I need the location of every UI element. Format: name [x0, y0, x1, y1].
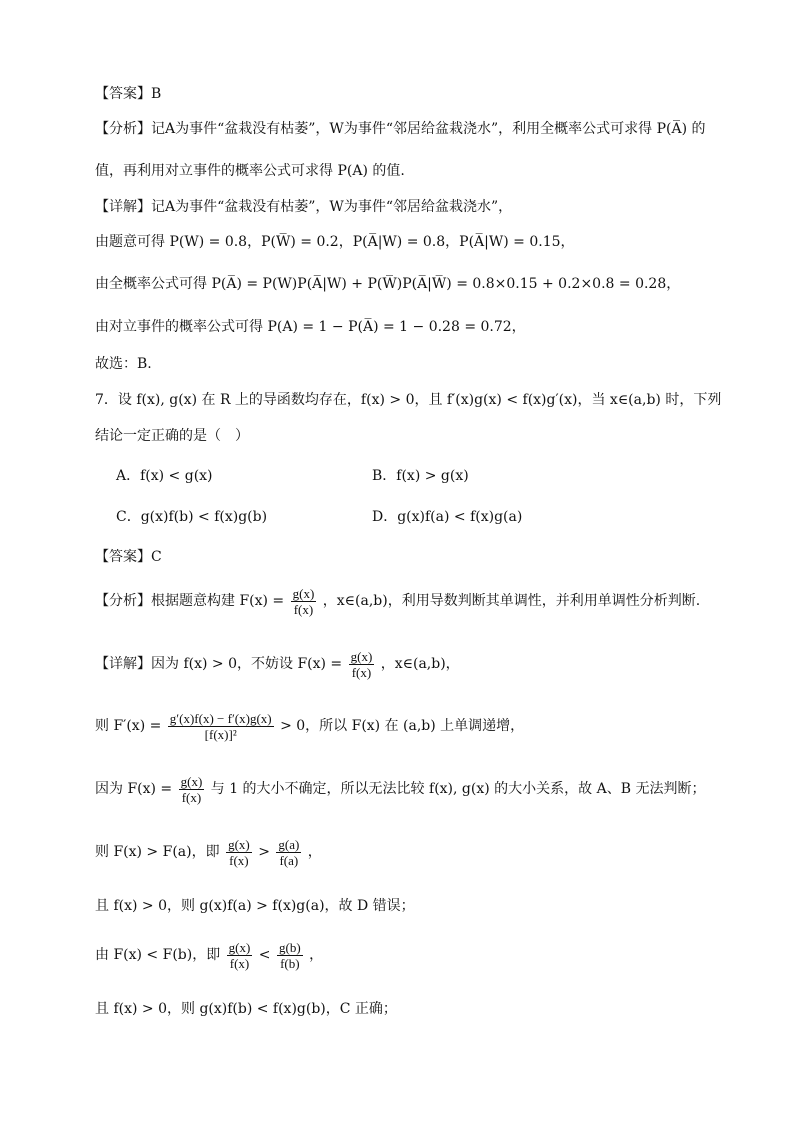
- option-b: B．f(x) > g(x): [372, 468, 469, 484]
- detail3-post: 与 1 的大小不确定，所以无法比较 f(x), g(x) 的大小关系，故 A、B 无法判断；: [210, 781, 706, 797]
- fraction-numerator: g(b): [278, 939, 301, 955]
- detail4-pre: 则 F(x) > F(a)，即: [95, 844, 220, 860]
- detail-line-1: [95, 646, 460, 682]
- fraction-denominator: [f(x)]²: [204, 726, 237, 742]
- analysis-line-prev-1: 【分析】记A为事件“盆栽没有枯萎”，W为事件“邻居给盆栽浇水”，利用全概率公式可求得 P(A̅) 的: [95, 121, 706, 137]
- detail6-fraction-right: [277, 940, 303, 971]
- detail2-post: > 0，所以 F(x) 在 (a,b) 上单调递增，: [280, 718, 525, 734]
- detail4-post: ，: [307, 844, 322, 860]
- fraction-numerator: g(a): [278, 836, 300, 852]
- fraction-denominator: f(x): [229, 852, 249, 868]
- question-7-line-2: 结论一定正确的是（ ）: [95, 428, 249, 444]
- detail-line-4: [95, 834, 322, 870]
- fraction-numerator: g(x): [292, 585, 315, 601]
- detail-line-5: 且 f(x) > 0，则 g(x)f(a) > f(x)g(a)，故 D 错误；: [95, 898, 415, 914]
- detail1-pre: 【详解】因为 f(x) > 0，不妨设 F(x) =: [95, 656, 343, 672]
- detail6-post: ，: [309, 947, 324, 963]
- detail6-pre: 由 F(x) < F(b)，即: [95, 947, 221, 963]
- fraction-denominator: f(x): [229, 955, 250, 971]
- fraction-denominator: f(x): [351, 664, 372, 680]
- detail-line-6: [95, 937, 323, 973]
- option-a: A．f(x) < g(x): [116, 468, 213, 484]
- detail1-post: ，x∈(a,b)，: [380, 656, 460, 672]
- analysis-line-prev-2: 值，再利用对立事件的概率公式可求得 P(A) 的值.: [95, 163, 405, 179]
- detail4-fraction-left: [226, 837, 252, 868]
- fraction-denominator: f(x): [293, 601, 314, 617]
- fraction-denominator: f(a): [279, 852, 299, 868]
- detail6-relation: <: [258, 947, 271, 963]
- answer-line-prev: 【答案】B: [95, 86, 162, 102]
- analysis-post: ，x∈(a,b)，利用导数判断其单调性，并利用单调性分析判断.: [322, 593, 701, 609]
- detail2-fraction: [168, 711, 274, 742]
- option-c: C．g(x)f(b) < f(x)g(b): [116, 509, 268, 525]
- detail-line-prev-4: 由对立事件的概率公式可得 P(A) = 1 − P(A̅) = 1 − 0.28 = 0.72，: [95, 319, 526, 335]
- fraction-numerator: g(x): [228, 836, 250, 852]
- detail6-fraction-left: [227, 940, 253, 971]
- choice-line-prev: 故选：B.: [95, 356, 152, 372]
- analysis-fraction: [291, 586, 317, 617]
- fraction-numerator: g(x): [350, 648, 373, 664]
- fraction-denominator: f(x): [181, 789, 202, 805]
- detail-line-prev-3: 由全概率公式可得 P(A̅) = P(W)P(A̅|W) + P(W̅)P(A̅|W̅) = 0.8×0.15 + 0.2×0.8 = 0.28，: [95, 276, 681, 292]
- option-d: D．g(x)f(a) < f(x)g(a): [372, 509, 523, 525]
- fraction-numerator: g(x): [180, 773, 203, 789]
- detail4-relation: >: [258, 844, 270, 860]
- detail-line-prev-2: 由题意可得 P(W) = 0.8，P(W̅) = 0.2，P(A̅|W) = 0.8，P(A̅|W) = 0.15，: [95, 234, 575, 250]
- detail1-fraction: [349, 649, 375, 680]
- analysis-pre: 【分析】根据题意构建 F(x) =: [95, 593, 285, 609]
- detail-line-7: 且 f(x) > 0，则 g(x)f(b) < f(x)g(b)，C 正确；: [95, 1001, 397, 1017]
- detail-line-prev-1: 【详解】记A为事件“盆栽没有枯萎”，W为事件“邻居给盆栽浇水”，: [95, 199, 513, 215]
- question-7-line-1: 7．设 f(x), g(x) 在 R 上的导函数均存在，f(x) > 0，且 f′(x)g(x) < f(x)g′(x)，当 x∈(a,b) 时，下列: [95, 392, 722, 408]
- fraction-numerator: g(x): [228, 939, 251, 955]
- detail-line-2: [95, 707, 524, 745]
- detail2-pre: 则 F′(x) =: [95, 718, 162, 734]
- fraction-numerator: g′(x)f(x) − f′(x)g(x): [169, 710, 272, 726]
- detail4-fraction-right: [276, 837, 301, 868]
- fraction-denominator: f(b): [280, 955, 300, 971]
- detail-line-3: [95, 771, 705, 807]
- detail3-pre: 因为 F(x) =: [95, 781, 173, 797]
- answer-line: 【答案】C: [95, 549, 162, 565]
- detail3-fraction: [179, 774, 205, 805]
- analysis-line: [95, 583, 700, 619]
